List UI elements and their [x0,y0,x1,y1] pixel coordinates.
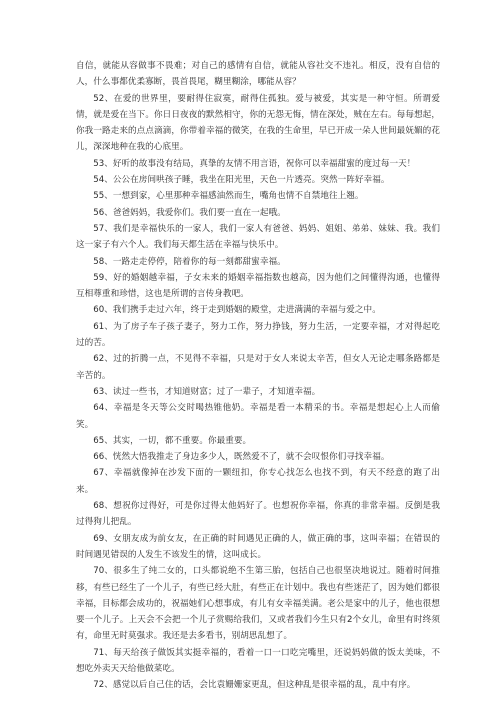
paragraph-text: 、为了房子车子孩子妻子，努力工作，努力挣钱，努力生活，一定要幸福，才对得起吃过的苦。 [76,321,440,349]
paragraph-text: 、公公在房间哄孩子睡，我坐在阳光里，天色一片透亮。突然一阵好幸福。 [104,175,390,186]
paragraph [76,498,440,531]
paragraph-text: 、感觉以后自己住的话，会比袁姗姗家更乱，但这种乱是很幸福的乱，乱中有序。 [104,680,416,691]
paragraph-text: 、在爱的世界里，要耐得住寂寞，耐得住孤独。爱与被爱，其实是一种守恒。所谓爱情，就是爱在当下。你日日夜夜的默然相守，你的无怨无悔，情在深处，贼在左右。每每想起，你我一路走来的点点滴滴，你带着幸福的微笑，在我的生命里，早已开成一朵人世间最妩媚的花儿，深深地种在我的心底里。 [76,93,440,153]
paragraph-text: 、很多生了纯二女的，口头都说绝不生第三胎，包括自己也很坚决地说过。随着时间推移，有些已经生了一个儿子，有些已经大肚，有些正在计划中。我也有些迷茫了，因为她们都很幸福，目标都会成功的，祝福她们心想事成，有儿有女幸福美满。老公是家中的儿子，他也很想要一个儿子。上天会不会把一个儿子赏赐给我们，又或者我们今生只有2个女儿，命里有时终须有，命里无时莫强求。我还是去多看书，别胡思乱想了。 [76,566,440,642]
document-body [76,58,440,694]
paragraph [76,531,440,564]
paragraph [76,58,440,91]
paragraph-text: 、幸福是冬天等公交时喝热锥他奶。幸福是看一本精采的书。幸福是想起心上人而偷笑。 [76,403,440,430]
paragraph-number: 54 [93,175,105,186]
paragraph-text: 、女朋友成为前女友，在正确的时间遇见正确的人，做正确的事，这叫幸福；在错误的时间遇见错误的人发生不该发生的情，这叫成长。 [76,533,440,560]
paragraph [76,302,440,318]
paragraph-text: 、幸福就像掉在沙发下面的一颗纽扣，你专心找怎么也找不到，有天不经意的跑了出来。 [76,468,440,495]
paragraph-text: 、我们携手走过六年，终于走到婚姻的殿堂，走进满满的幸福与爱之中。 [104,305,381,316]
paragraph-text: 、读过一些书，才知道财富；过了一辈子，才知道幸福。 [104,386,321,397]
paragraph-text: 、其实，一切，都不重要。你最重要。 [104,435,252,446]
paragraph-text: 、好的婚姻越幸福，子女未来的婚姻幸福指数也越高，因为他们之间懂得沟通，也懂得互相尊重和珍惜，这也是所谓的言传身教吧。 [76,272,440,300]
paragraph-text: 、好听的故事没有结局，真挚的友情不用言语，祝你可以幸福甜蜜的度过每一天！ [104,158,416,169]
paragraph [76,465,440,498]
paragraph-text: 、爸爸妈妈，我爱你们。我们要一直在一起哦。 [104,207,286,218]
paragraph [76,351,440,384]
paragraph-text: 、我们是幸福快乐的一家人，我们一家人有爸爸、妈妈、姐姐、弟弟、妹妹、我。我们这一家子有六个人。我们每天都生活在幸福与快乐中。 [76,223,440,251]
paragraph [76,677,440,693]
paragraph [76,270,440,303]
paragraph-text: 自信，就能从容做事不畏难；对自己的感情有自信，就能从容社交不违礼。相反，没有自信的人，什么事都优柔寡断，畏首畏尾，糊里糊涂，哪能从容？ [76,61,440,88]
paragraph-number: 72 [93,680,105,691]
paragraph-text: 、每天给孩子做饭其实挺幸福的，看着一口一口吃完嘴里，还说妈妈做的饭太美味，不想吃外卖天天给他做菜吃。 [76,647,440,674]
paragraph [76,91,440,156]
paragraph [76,221,440,254]
paragraph-number: 52 [93,93,105,104]
paragraph-number: 68 [93,501,105,512]
paragraph [76,319,440,352]
paragraph-number: 59 [93,272,105,283]
paragraph [76,384,440,400]
paragraph [76,645,440,678]
paragraph [76,254,440,270]
paragraph-text: 、想祝你过得好，可是你过得太他妈好了。也想祝你幸福，你真的非常幸福。反倒是我过得狗儿把乱。 [76,501,440,528]
paragraph-number: 57 [93,223,105,234]
paragraph [76,172,440,188]
paragraph [76,433,440,449]
paragraph-number: 55 [93,191,105,202]
paragraph-number: 60 [93,305,105,316]
paragraph [76,188,440,204]
paragraph-text: 、过的折腾一点，不见得不幸福，只是对于女人来说太辛苦，但女人无论走哪条路都是辛苦的。 [76,354,440,381]
paragraph [76,449,440,465]
paragraph-number: 56 [93,207,105,218]
paragraph-number: 66 [93,452,105,463]
paragraph-text: 、一路走走停停，陪着你的每一刻都甜蜜幸福。 [104,256,286,267]
paragraph-number: 62 [93,354,105,365]
paragraph-number: 70 [93,566,105,577]
paragraph-number: 67 [93,468,105,479]
paragraph-text: 、一想到家，心里那种幸福感油然而生，嘴角也情不自禁地往上翘。 [104,191,364,202]
paragraph-number: 58 [93,256,105,267]
paragraph-number: 65 [93,435,105,446]
paragraph-number: 53 [93,158,105,169]
paragraph [76,563,440,644]
paragraph-number: 69 [93,533,105,544]
paragraph [76,400,440,433]
paragraph-number: 61 [93,321,105,332]
paragraph-number: 63 [93,386,105,397]
paragraph-text: 、恍然大悟我推走了身边多少人，既然爱不了，就不会叹恨你们寻找幸福。 [104,452,390,463]
paragraph [76,156,440,172]
paragraph-number: 64 [93,403,105,414]
paragraph-number: 71 [93,647,105,658]
paragraph [76,205,440,221]
